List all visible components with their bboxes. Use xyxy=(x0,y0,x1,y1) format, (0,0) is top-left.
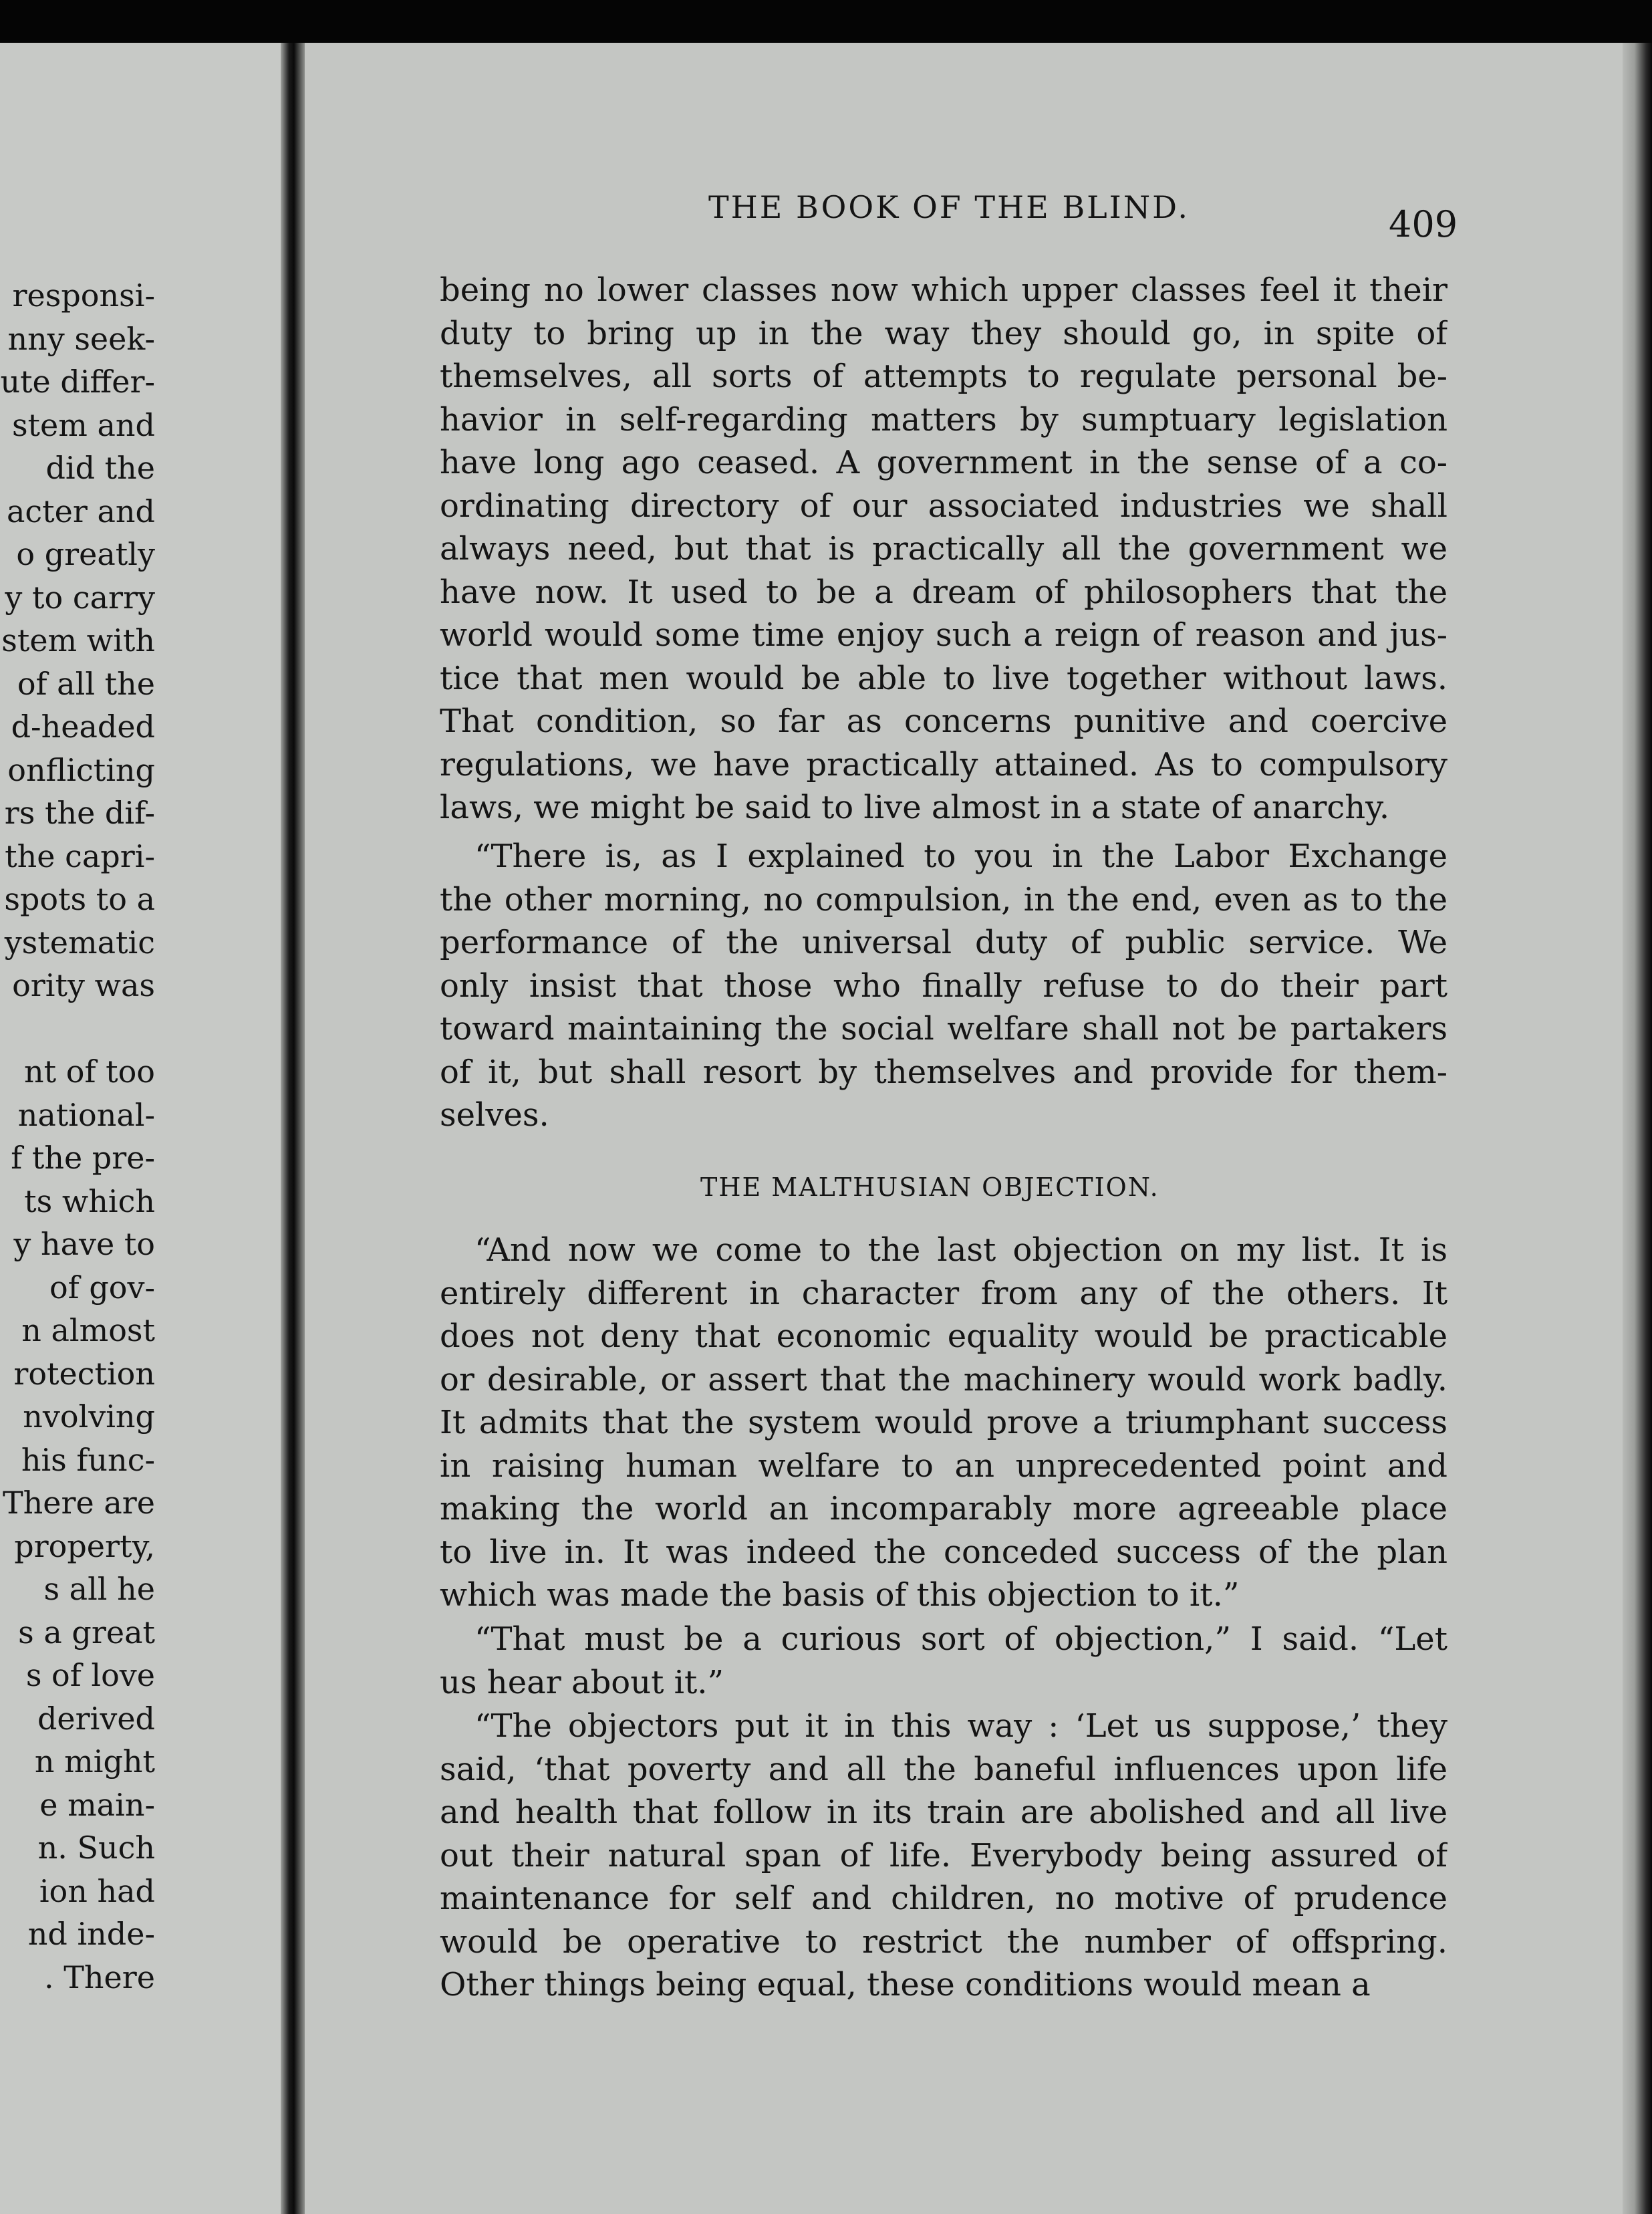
left-page-line: ts which xyxy=(24,1183,155,1219)
text-line: themselves, all sorts of attempts to regulate personal be- xyxy=(440,358,1448,395)
left-page-line: nt of too xyxy=(24,1054,155,1090)
text-line: which was made the basis of this objection to it.” xyxy=(440,1576,1240,1614)
text-line: “The objectors put it in this way : ‘Let us suppose,’ they xyxy=(474,1707,1448,1745)
paragraph-5 xyxy=(440,1705,1448,2007)
text-line: “That must be a curious sort of objection,” I said. “Let xyxy=(474,1620,1448,1658)
paragraph-4 xyxy=(440,1618,1448,1704)
left-page-line: e main- xyxy=(39,1786,155,1823)
left-page-line: the capri- xyxy=(5,838,155,874)
left-page-line: spots to a xyxy=(4,881,155,917)
text-line: only insist that those who finally refuse to do their part xyxy=(440,967,1448,1005)
text-line: out their natural span of life. Everybody being assured of xyxy=(440,1836,1448,1874)
left-page-line: rotection xyxy=(13,1355,155,1392)
left-page-line: o greatly xyxy=(16,536,155,572)
left-page-line: derived xyxy=(37,1700,155,1737)
text-line: It admits that the system would prove a triumphant success xyxy=(440,1404,1448,1441)
text-line: havior in self-regarding matters by sumptuary legislation xyxy=(440,400,1448,439)
left-page xyxy=(0,43,281,2214)
left-page-line: of all the xyxy=(17,665,155,702)
left-page-line: stem and xyxy=(11,406,155,443)
left-page-line: d-headed xyxy=(11,709,155,745)
text-line: ordinating directory of our associated industries we shall xyxy=(440,487,1448,525)
left-page-line: onflicting xyxy=(7,751,155,788)
left-page-line: responsi- xyxy=(12,277,155,314)
left-page-line: nvolving xyxy=(23,1398,155,1435)
running-head: THE BOOK OF THE BLIND. xyxy=(708,189,1190,225)
text-line: would be operative to restrict the number of offspring. xyxy=(440,1923,1448,1961)
text-line: laws, we might be said to live almost in a state of anarchy. xyxy=(440,789,1390,826)
left-page-line: stem with xyxy=(1,622,155,658)
left-page-line: ute differ- xyxy=(0,364,155,400)
page-number: 409 xyxy=(1389,203,1458,245)
text-line: entirely different in character from any of the others. It xyxy=(440,1274,1448,1312)
left-page-line: his func- xyxy=(21,1441,155,1478)
left-page-line: y to carry xyxy=(5,579,155,616)
left-page-line: acter and xyxy=(6,493,155,529)
left-page-line: property, xyxy=(14,1527,155,1564)
left-page-line: ority was xyxy=(12,967,155,1003)
text-line: and health that follow in its train are abolished and all live xyxy=(440,1794,1448,1831)
left-page-line: nny seek- xyxy=(7,320,155,357)
left-page-line: n almost xyxy=(21,1312,155,1348)
text-line: Other things being equal, these conditions would mean a xyxy=(440,1966,1371,2003)
text-line: performance of the universal duty of public service. We xyxy=(440,924,1448,961)
left-page-line: did the xyxy=(45,450,155,486)
left-page-line: There are xyxy=(2,1485,155,1521)
page-edge xyxy=(1623,43,1652,2214)
left-page-line: s a great xyxy=(18,1614,155,1650)
left-page-line: f the pre- xyxy=(11,1140,155,1176)
text-line: “There is, as I explained to you in the Labor Exchange xyxy=(474,838,1448,875)
text-line: to live in. It was indeed the conceded success of the plan xyxy=(440,1533,1448,1571)
left-page-line: national- xyxy=(17,1096,155,1133)
book-gutter xyxy=(281,43,305,2214)
text-line: world would some time enjoy such a reign of reason and jus- xyxy=(440,616,1448,654)
text-line: making the world an incomparably more agreeable place xyxy=(440,1490,1448,1527)
text-line: That condition, so far as concerns punitive and coercive xyxy=(440,703,1448,740)
text-line: “And now we come to the last objection on my list. It is xyxy=(474,1231,1448,1269)
paragraph-2 xyxy=(440,835,1448,1137)
left-page-line: ystematic xyxy=(4,924,155,961)
left-page-line: nd inde- xyxy=(27,1916,155,1952)
text-line: regulations, we have practically attained. As to compulsory xyxy=(440,745,1448,783)
text-line: said, ‘that poverty and all the baneful influences upon life xyxy=(440,1750,1448,1788)
text-line: the other morning, no compulsion, in the end, even as to the xyxy=(440,880,1448,918)
text-line: selves. xyxy=(440,1096,549,1134)
text-line: us hear about it.” xyxy=(440,1663,724,1701)
section-heading: THE MALTHUSIAN OBJECTION. xyxy=(700,1173,1159,1202)
text-line: in raising human welfare to an unprecedented point and xyxy=(440,1447,1448,1485)
text-line: have long ago ceased. A government in the sense of a co- xyxy=(440,444,1448,481)
text-line: maintenance for self and children, no motive of prudence xyxy=(440,1880,1448,1917)
left-page-line: y have to xyxy=(13,1226,155,1262)
left-page-line: s of love xyxy=(25,1657,155,1693)
text-line: tice that men would be able to live together without laws. xyxy=(440,659,1448,697)
paragraph-1 xyxy=(440,269,1448,830)
text-line: being no lower classes now which upper classes feel it their xyxy=(440,271,1448,309)
text-line: does not deny that economic equality would be practicable xyxy=(440,1318,1448,1355)
left-page-line: . There xyxy=(44,1959,155,1995)
left-page-line: s all he xyxy=(43,1571,155,1607)
text-line: toward maintaining the social welfare shall not be partakers xyxy=(440,1010,1448,1048)
text-line: have now. It used to be a dream of philosophers that the xyxy=(440,573,1448,611)
left-page-line: n might xyxy=(34,1743,155,1779)
left-page-line: rs the dif- xyxy=(4,795,155,831)
text-line: duty to bring up in the way they should go, in spite of xyxy=(440,314,1448,352)
left-page-line: ion had xyxy=(39,1872,155,1909)
left-page-column xyxy=(0,43,155,2214)
paragraph-3 xyxy=(440,1229,1448,1617)
text-line: of it, but shall resort by themselves and provide for them- xyxy=(440,1053,1448,1091)
left-page-line: of gov- xyxy=(49,1269,155,1306)
text-line: always need, but that is practically all the government we xyxy=(440,530,1448,568)
left-page-line: n. Such xyxy=(37,1830,155,1866)
text-line: or desirable, or assert that the machinery would work badly. xyxy=(440,1360,1448,1398)
